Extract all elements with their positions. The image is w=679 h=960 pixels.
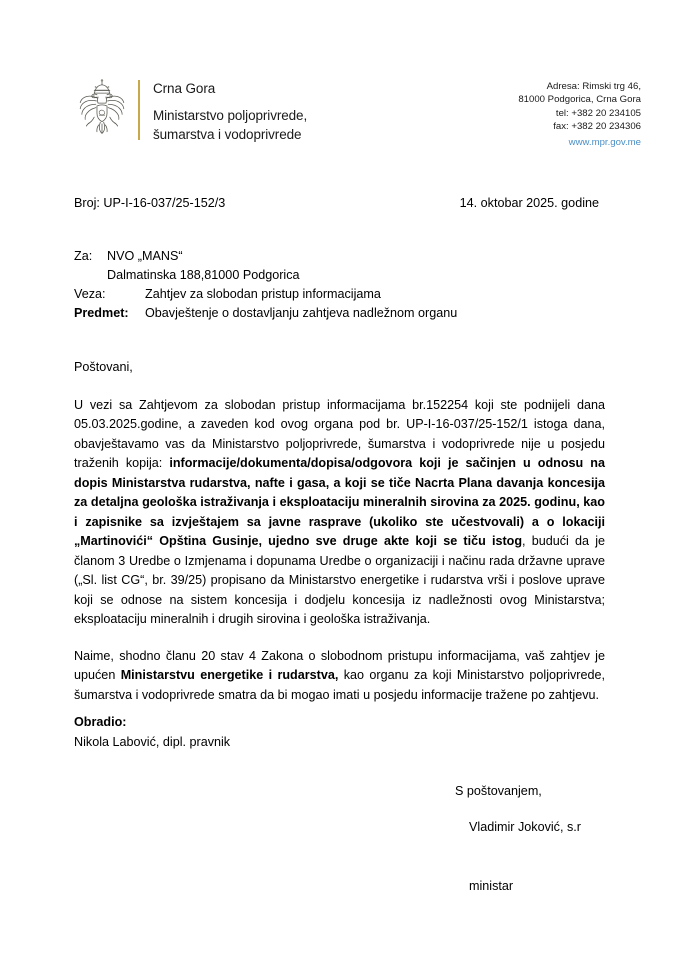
veza-label: Veza: <box>74 287 106 301</box>
address-line-2: 81000 Podgorica, Crna Gora <box>518 94 641 106</box>
body-paragraph-1-tail: , budući da je članom 3 Uredbe o Izmjenama i dopunama Uredbe o organizaciji i načinu rada državne uprave („Sl. list CG“, br. 39/25) propisano da Ministarstvo energetike i rudarstva vrši i poslove uprave koji se odnose na sistem koncesija i dodjelu koncesija iz nadležnosti ovog Ministarstva; eksploataciju mineralnih i drugih sirovina i geološka istraživanja. <box>74 534 605 626</box>
signature-closing: S poštovanjem, <box>455 784 542 798</box>
letterhead-titles <box>140 78 307 144</box>
prepared-by-block <box>74 712 474 752</box>
letterhead-left <box>0 78 307 144</box>
address-line-1: Adresa: Rimski trg 46, <box>546 81 641 92</box>
recipient-address-row <box>74 266 605 285</box>
recipient-row <box>74 247 605 266</box>
body-paragraph-1-emphasis: informacije/dokumenta/dopisa/odgovora koji je sačinjen u odnosu na dopis Ministarstva rudarstva, nafte i gasa, a koji se tiče Nacrta Plana davanja koncesija za detaljna geološka istraživanja i eksploataciju mineralnih sirovina za 2025. godinu, kao i zapisnike sa izvještajem sa javne rasprave (ukoliko ste učestvovali) a o lokaciji „Martinovići“ Opština Gusinje, ujedno sve druge akte koji se tiču istog <box>74 456 605 548</box>
montenegro-coat-of-arms-icon <box>74 78 130 144</box>
subject-row <box>74 304 605 323</box>
recipient-address: Dalmatinska 188,81000 Podgorica <box>107 268 300 282</box>
signatory-name: Vladimir Joković, s.r <box>469 820 581 834</box>
letterhead <box>0 78 679 149</box>
body-paragraph-1-lead: U vezi sa Zahtjevom za slobodan pristup informacijama br.152254 koji ste podnijeli dana 05.03.2025.godine, a zaveden kod ovog organa pod br. UP-I-16-037/25-152/1 istoga dana, obavještavamo vas da Ministarstvo poljoprivrede, šumarstva i vodoprivrede nije u posjedu traženih kopija: <box>74 397 605 470</box>
body-paragraph-2-tail: kao organu za koji Ministarstvo poljoprivrede, šumarstva i vodoprivrede smatra da bi mogao imati u posjedu informacije tražene po zahtjevu. <box>74 668 605 702</box>
signatory-role: ministar <box>469 879 514 893</box>
body-paragraph-2 <box>74 647 605 706</box>
ministry-name-line1: Ministarstvo poljoprivrede, <box>153 108 308 123</box>
body-paragraph-1 <box>74 396 605 630</box>
document-date: 14. oktobar 2025. godine <box>459 196 599 210</box>
addressing-block <box>74 247 605 323</box>
body-paragraph-2-lead: Naime, shodno članu 20 stav 4 Zakona o slobodnom pristupu informacijama, vaš zahtjev je upućen <box>74 648 605 682</box>
reference-subject-row <box>74 285 605 304</box>
country-name: Crna Gora <box>153 81 216 96</box>
ministry-name <box>153 106 307 144</box>
signature-block <box>455 781 655 896</box>
website-link[interactable]: www.mpr.gov.me <box>568 136 641 148</box>
letter-body <box>74 358 605 705</box>
reference-number: Broj: UP-I-16-037/25-152/3 <box>74 196 226 210</box>
ministry-name-line2: šumarstva i vodoprivrede <box>153 127 302 142</box>
prepared-by-name: Nikola Labović, dipl. pravnik <box>74 735 231 749</box>
telephone: tel: +382 20 234105 <box>555 107 641 119</box>
predmet-value: Obavještenje o dostavljanju zahtjeva nadležnom organu <box>145 306 458 320</box>
body-paragraph-2-emphasis: Ministarstvu energetike i rudarstva, <box>120 668 339 682</box>
fax: fax: +382 20 234306 <box>553 121 641 133</box>
predmet-label: Predmet: <box>74 306 129 320</box>
veza-value: Zahtjev za slobodan pristup informacijama <box>145 287 381 301</box>
reference-line <box>74 194 605 212</box>
salutation: Poštovani, <box>74 360 133 374</box>
prepared-by-label: Obradio: <box>74 715 127 729</box>
recipient-label: Za: <box>74 249 93 263</box>
recipient-name: NVO „MANS“ <box>107 249 183 263</box>
letterhead-contact-block <box>518 78 679 149</box>
